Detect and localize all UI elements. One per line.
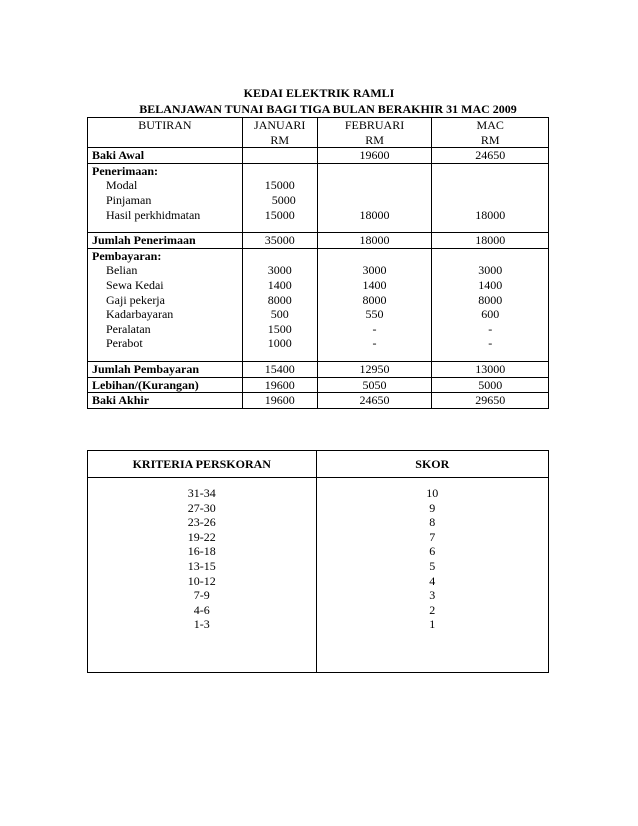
- label-jumlah-penerimaan: Jumlah Penerimaan: [88, 233, 243, 249]
- cell-value: 19600: [242, 393, 317, 409]
- ranges-cell: [88, 478, 317, 673]
- cell-value: 5000: [432, 377, 549, 393]
- range-item: 4-6: [193, 602, 210, 617]
- item-label: Sewa Kedai: [106, 277, 164, 292]
- penerimaan-februari: [317, 163, 432, 232]
- score-item: 4: [429, 573, 436, 588]
- header-kriteria: KRITERIA PERSKORAN: [88, 451, 317, 478]
- score-item: 7: [429, 529, 436, 544]
- cell-value: 18000: [359, 207, 390, 222]
- cell-value: 1000: [267, 336, 292, 351]
- label-baki-akhir: Baki Akhir: [88, 393, 243, 409]
- pembayaran-januari: [242, 248, 317, 361]
- document-title: KEDAI ELEKTRIK RAMLI: [243, 86, 395, 100]
- range-item: 1-3: [193, 617, 210, 632]
- header-januari: JANUARI RM: [242, 118, 317, 148]
- range-item: 16-18: [187, 544, 216, 559]
- item-label: Peralatan: [106, 321, 151, 336]
- cell-value: 1400: [267, 277, 292, 292]
- item-label: Hasil perkhidmatan: [106, 207, 201, 222]
- score-item: 5: [429, 558, 436, 573]
- cell-value: 24650: [432, 148, 549, 164]
- cell-value: 19600: [317, 148, 432, 164]
- cell-value: 15000: [264, 178, 295, 193]
- label-baki-awal: Baki Awal: [88, 148, 243, 164]
- cell-value: 15400: [242, 361, 317, 377]
- section-label: Pembayaran:: [92, 248, 162, 263]
- cell-value: -: [488, 336, 493, 351]
- section-label: Penerimaan:: [92, 163, 158, 178]
- cell-value: -: [372, 321, 377, 336]
- score-item: 10: [426, 486, 439, 500]
- cell-value: 500: [270, 307, 289, 322]
- cell-value: 550: [365, 307, 384, 322]
- cell-value: 15000: [264, 207, 295, 222]
- scoring-criteria-table: [87, 450, 549, 673]
- cell-value: -: [488, 321, 493, 336]
- cell-value: 13000: [432, 361, 549, 377]
- score-item: 9: [429, 500, 436, 515]
- label-lebihan-kurangan: Lebihan/(Kurangan): [88, 377, 243, 393]
- cell-value: 29650: [432, 393, 549, 409]
- cell-value: -: [372, 336, 377, 351]
- cell-value: 3000: [267, 263, 292, 278]
- score-item: 6: [429, 544, 436, 559]
- score-item: 3: [429, 588, 436, 603]
- cell-value: 600: [481, 307, 500, 322]
- pembayaran-labels: [88, 248, 243, 361]
- cell-value: 3000: [478, 263, 503, 278]
- cell-value: 24650: [317, 393, 432, 409]
- row-baki-akhir: [88, 393, 549, 409]
- cell-value: 19600: [242, 377, 317, 393]
- row-lebihan-kurangan: [88, 377, 549, 393]
- row-jumlah-penerimaan: [88, 233, 549, 249]
- item-label: Perabot: [106, 336, 143, 351]
- cell-value: 8000: [478, 292, 503, 307]
- cell-value: 18000: [317, 233, 432, 249]
- item-label: Belian: [106, 263, 138, 278]
- cash-budget-table: [87, 117, 549, 409]
- item-label: Kadarbayaran: [106, 307, 174, 322]
- header-mac: MAC RM: [432, 118, 549, 148]
- row-baki-awal: [88, 148, 549, 164]
- range-item: 27-30: [187, 500, 216, 515]
- cell-value: 5000: [271, 192, 296, 207]
- item-label: Modal: [106, 178, 138, 193]
- cell-value: 12950: [317, 361, 432, 377]
- cell-value: 1400: [478, 277, 503, 292]
- range-item: 10-12: [187, 573, 216, 588]
- cell-value: 1500: [267, 321, 292, 336]
- cell-value: 8000: [267, 292, 292, 307]
- cell-value: 1400: [362, 277, 387, 292]
- score-item: 8: [429, 515, 436, 530]
- cell-value: 35000: [242, 233, 317, 249]
- cell-value: 5050: [317, 377, 432, 393]
- pembayaran-februari: [317, 248, 432, 361]
- range-item: 19-22: [187, 529, 216, 544]
- range-item: 13-15: [187, 558, 216, 573]
- penerimaan-mac: [432, 163, 549, 232]
- header-butiran: BUTIRAN: [88, 118, 243, 148]
- row-pembayaran: [88, 248, 549, 361]
- item-label: Pinjaman: [106, 192, 152, 207]
- label-jumlah-pembayaran: Jumlah Pembayaran: [88, 361, 243, 377]
- cell-value: 3000: [362, 263, 387, 278]
- penerimaan-labels: [88, 163, 243, 232]
- document-subtitle: BELANJAWAN TUNAI BAGI TIGA BULAN BERAKHIR 31 MAC 2009: [139, 102, 517, 116]
- header-skor: SKOR: [316, 451, 548, 478]
- penerimaan-januari: [242, 163, 317, 232]
- score-header-row: [88, 451, 549, 478]
- range-item: 7-9: [193, 588, 210, 603]
- row-jumlah-pembayaran: [88, 361, 549, 377]
- cell-value: 18000: [432, 233, 549, 249]
- score-item: 1: [429, 617, 436, 632]
- header-row: [88, 118, 549, 148]
- item-label: Gaji pekerja: [106, 292, 165, 307]
- score-item: 2: [429, 602, 436, 617]
- cell-value: [242, 148, 317, 164]
- scores-cell: [316, 478, 548, 673]
- range-item: 31-34: [187, 486, 216, 500]
- cell-value: 18000: [475, 207, 506, 222]
- range-item: 23-26: [187, 515, 216, 530]
- pembayaran-mac: [432, 248, 549, 361]
- score-body-row: [88, 478, 549, 673]
- header-februari: FEBRUARI RM: [317, 118, 432, 148]
- cell-value: 8000: [362, 292, 387, 307]
- row-penerimaan: [88, 163, 549, 232]
